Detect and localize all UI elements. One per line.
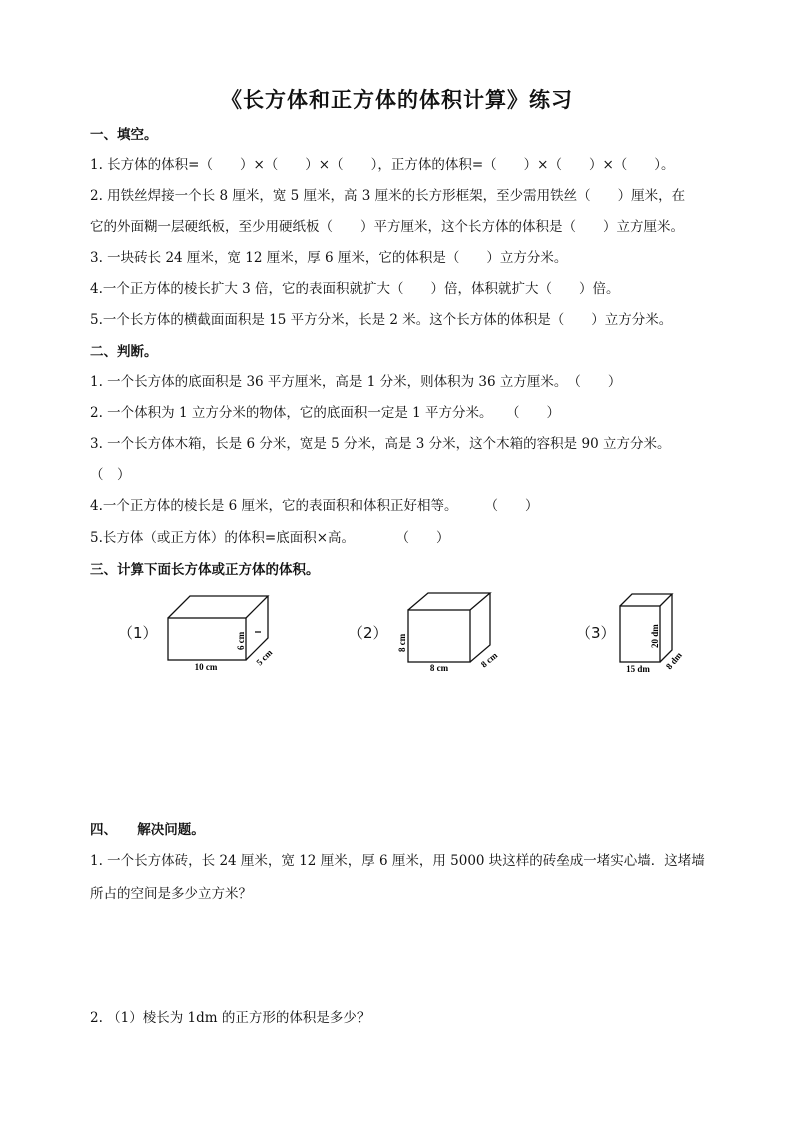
fill-question-2-line-1: 2. 用铁丝焊接一个长 8 厘米，宽 5 厘米，高 3 厘米的长方形框架，至少需用铁丝（ ）厘米，在 [90, 188, 686, 204]
figure-1-length: 10 cm [194, 662, 218, 672]
figure-3-width: 8 dm [663, 650, 684, 672]
judge-question-4: 4.一个正方体的棱长是 6 厘米，它的表面积和体积正好相等。 （ ） [90, 498, 539, 514]
fill-question-5: 5.一个长方体的横截面面积是 15 平方分米，长是 2 米。这个长方体的体积是（ ）立方分米。 [90, 312, 673, 328]
section-compute-heading: 三、计算下面长方体或正方体的体积。 [90, 562, 320, 578]
judge-question-1: 1. 一个长方体的底面积是 36 平方厘米，高是 1 分米，则体积为 36 立方厘米。 （ ） [90, 374, 622, 390]
figure-3-length: 15 dm [626, 664, 650, 674]
figure-3-label: （3） [576, 624, 616, 642]
fill-question-2-line-2: 它的外面糊一层硬纸板，至少用硬纸板（ ）平方厘米，这个长方体的体积是（ ）立方厘米。 [90, 219, 684, 235]
figure-1-cuboid [160, 588, 290, 674]
judge-question-5: 5.长方体（或正方体）的体积=底面积×高。 （ ） [90, 530, 450, 546]
figure-2-cube [392, 590, 510, 674]
figure-3-cuboid [614, 592, 698, 676]
section-fill-heading: 一、填空。 [90, 127, 158, 143]
figure-3-height: 20 dm [650, 624, 660, 648]
figure-1-label: （1） [118, 624, 158, 642]
solve-question-1-line-2: 所占的空间是多少立方米？ [90, 886, 252, 902]
fill-question-4: 4.一个正方体的棱长扩大 3 倍，它的表面积就扩大（ ）倍，体积就扩大（ ）倍。 [90, 281, 620, 297]
solve-question-2: 2. （1）棱长为 1dm 的正方形的体积是多少？ [90, 1010, 371, 1026]
figure-2-label: （2） [348, 624, 388, 642]
figure-2-height: 8 cm [397, 633, 407, 652]
judge-question-3-line-2: （ ） [90, 467, 131, 483]
section-judge-heading: 二、判断。 [90, 344, 158, 360]
figure-1-height: 6 cm [236, 631, 246, 650]
judge-question-2: 2. 一个体积为 1 立方分米的物体，它的底面积一定是 1 平方分米。 （ ） [90, 405, 561, 421]
figure-1-width: 5 cm [254, 647, 275, 668]
figure-2-width: 8 cm [478, 650, 500, 670]
fill-question-1: 1. 长方体的体积=（ ）×（ ）×（ ），正方体的体积=（ ）×（ ）×（ ）。 [90, 157, 675, 173]
page-title: 《长方体和正方体的体积计算》练习 [221, 87, 573, 112]
fill-question-3: 3. 一块砖长 24 厘米，宽 12 厘米，厚 6 厘米，它的体积是（ ）立方分米。 [90, 250, 568, 266]
solve-question-1-line-1: 1. 一个长方体砖，长 24 厘米，宽 12 厘米，厚 6 厘米，用 5000 块这样的砖垒成一堵实心墙．这堵墙 [90, 853, 705, 869]
judge-question-3-line-1: 3. 一个长方体木箱，长是 6 分米，宽是 5 分米，高是 3 分米，这个木箱的容积是 90 立方分米。 [90, 436, 671, 452]
figure-2-length: 8 cm [429, 663, 449, 673]
section-solve-heading: 四、 解决问题。 [90, 822, 205, 838]
